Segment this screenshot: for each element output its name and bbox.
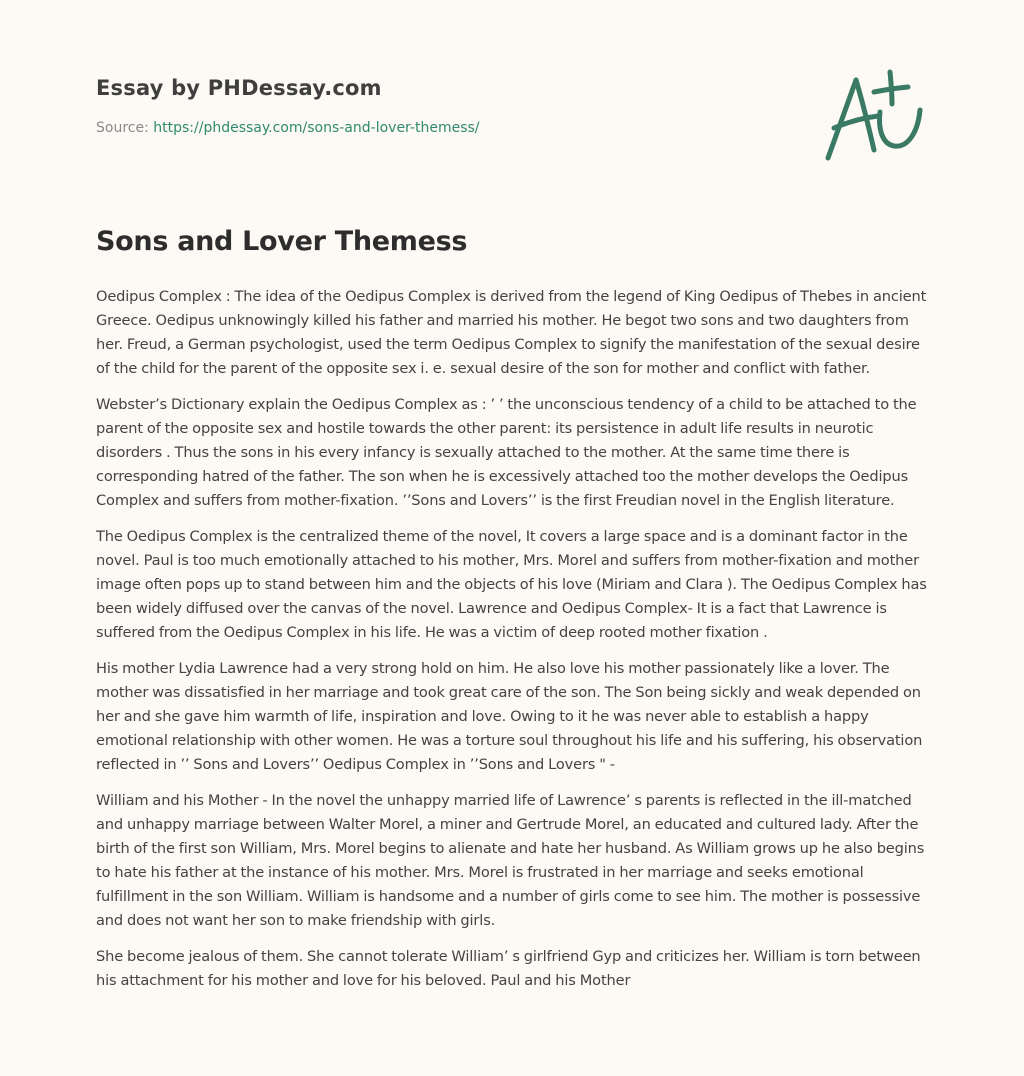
- essay-body: [96, 285, 928, 1005]
- essay-title: Sons and Lover Themess: [96, 226, 468, 257]
- essay-paragraph: Oedipus Complex : The idea of the Oedipus Complex is derived from the legend of King Oedipus of Thebes in ancient Greece. Oedipus unknowingly killed his father and married his mother. He begot two sons and two daughters from her. Freud, a German psychologist, used the term Oedipus Complex to signify the manifestation of the sexual desire of the child for the parent of the opposite sex i. e. sexual desire of the son for mother and conflict with father.: [96, 288, 927, 377]
- essay-header: [96, 76, 696, 136]
- essay-paragraph: His mother Lydia Lawrence had a very strong hold on him. He also love his mother passionately like a lover. The mother was dissatisfied in her marriage and took great care of the son. The Son being sickly and weak depended on her and she gave him warmth of life, inspiration and love. Owing to it he was never able to establish a happy emotional relationship with other women. He was a torture soul throughout his life and his suffering, his observation reflected in ’’ Sons and Lovers’’ Oedipus Complex in ’’Sons and Lovers " -: [96, 660, 923, 773]
- a-plus-logo-icon: [822, 66, 928, 166]
- source-line: [96, 120, 696, 136]
- essay-paragraph: Webster’s Dictionary explain the Oedipus Complex as : ’ ’ the unconscious tendency of a child to be attached to the parent of the opposite sex and hostile towards the other parent: its persistence in adult life results in neurotic disorders . Thus the sons in his every infancy is sexually attached to the mother. At the same time there is corresponding hatred of the father. The son when he is excessively attached too the mother develops the Oedipus Complex and suffers from mother-fixation. ’’Sons and Lovers’’ is the first Freudian novel in the English literature.: [96, 396, 917, 509]
- essay-paragraph: William and his Mother - In the novel the unhappy married life of Lawrence’ s parents is reflected in the ill-matched and unhappy marriage between Walter Morel, a miner and Gertrude Morel, an educated and cultured lady. After the birth of the first son William, Mrs. Morel begins to alienate and hate her husband. As William grows up he also begins to hate his father at the instance of his mother. Mrs. Morel is frustrated in her marriage and seeks emotional fulfillment in the son William. William is handsome and a number of girls come to see him. The mother is possessive and does not want her son to make friendship with girls.: [96, 792, 925, 929]
- source-link[interactable]: https://phdessay.com/sons-and-lover-themess/: [153, 120, 480, 136]
- essay-paragraph: The Oedipus Complex is the centralized theme of the novel, It covers a large space and is a dominant factor in the novel. Paul is too much emotionally attached to his mother, Mrs. Morel and suffers from mother-fixation and mother image often pops up to stand between him and the objects of his love (Miriam and Clara ). The Oedipus Complex has been widely diffused over the canvas of the novel. Lawrence and Oedipus Complex- It is a fact that Lawrence is suffered from the Oedipus Complex in his life. He was a victim of deep rooted mother fixation .: [96, 528, 927, 641]
- site-title: Essay by PHDessay.com: [96, 76, 382, 100]
- source-label: Source:: [96, 120, 149, 136]
- essay-paragraph: She become jealous of them. She cannot tolerate William’ s girlfriend Gyp and criticizes her. William is torn between his attachment for his mother and love for his beloved. Paul and his Mother: [96, 948, 921, 989]
